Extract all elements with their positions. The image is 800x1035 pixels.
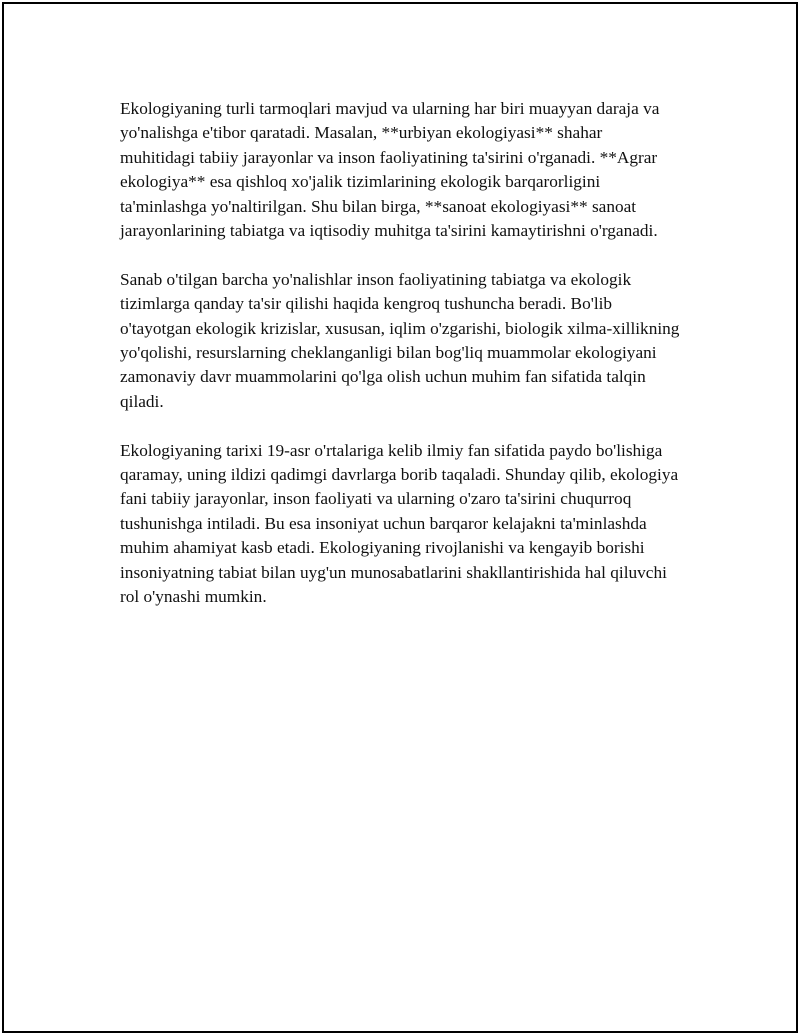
document-page [2, 2, 798, 1033]
paragraph-3: Ekologiyaning tarixi 19-asr o'rtalariga kelib ilmiy fan sifatida paydo bo'lishiga qaramay, uning ildizi qadimgi davrlarga borib taqaladi. Shunday qilib, ekologiya fani tabiiy jarayonlar, inson faoliyati va ularning o'zaro ta'sirini chuqurroq tushunishga intiladi. Bu esa insoniyat uchun barqaror kelajakni ta'minlashda muhim ahamiyat kasb etadi. Ekologiyaning rivojlanishi va kengayib borishi insoniyatning tabiat bilan uyg'un munosabatlarini shakllantirishida hal qiluvchi rol o'ynashi mumkin. [120, 440, 679, 607]
paragraph-2: Sanab o'tilgan barcha yo'nalishlar inson faoliyatining tabiatga va ekologik tizimlarga qanday ta'sir qilishi haqida kengroq tushuncha beradi. Bo'lib o'tayotgan ekologik krizislar, xususan, iqlim o'zgarishi, biologik xilma-xillikning yo'qolishi, resurslarning cheklanganligi bilan bog'liq muammolar ekologiyani zamonaviy davr muammolarini qo'lga olish uchun muhim fan sifatida talqin qiladi. [120, 269, 680, 411]
paragraph-1: Ekologiyaning turli tarmoqlari mavjud va ularning har biri muayyan daraja va yo'nalishga e'tibor qaratadi. Masalan, **urbiyan ekologiyasi** shahar muhitidagi tabiiy jarayonlar va inson faoliyatining ta'sirini o'rganadi. **Agrar ekologiya** esa qishloq xo'jalik tizimlarining ekologik barqarorligini ta'minlashga yo'naltirilgan. Shu bilan birga, **sanoat ekologiyasi** sanoat jarayonlarining tabiatga va iqtisodiy muhitga ta'sirini kamaytirishni o'rganadi. [120, 99, 660, 241]
document-body [120, 97, 680, 634]
